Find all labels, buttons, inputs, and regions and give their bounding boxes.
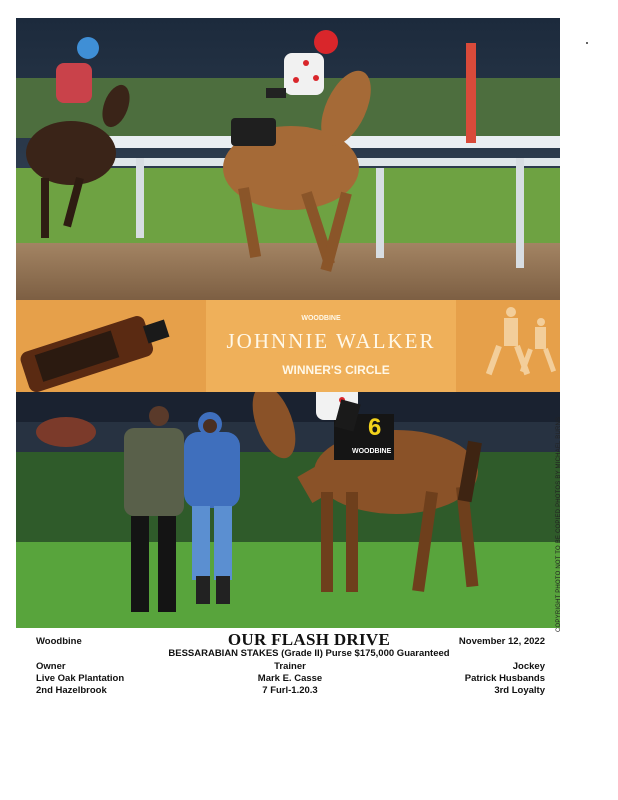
track-name: Woodbine: [36, 636, 82, 647]
race-caption: [0, 630, 618, 710]
trainer-label: Trainer: [274, 661, 306, 672]
third-place: 3rd Loyalty: [494, 685, 545, 696]
saddle-track-label: WOODBINE: [352, 448, 392, 455]
winners-circle-photo: [16, 392, 560, 628]
jockey-label: Jockey: [512, 661, 545, 672]
owner-name: Live Oak Plantation: [36, 673, 125, 684]
sponsor-text: WOODBINE: [301, 315, 341, 322]
saddle-number: 6: [368, 414, 382, 441]
race-date: November 12, 2022: [458, 636, 545, 647]
horse-name: OUR FLASH DRIVE: [227, 630, 391, 649]
race-finish-photo: [16, 18, 560, 300]
photo-copyright: COPYRIGHT PHOTO NOT TO BE COPIED PHOTOS BY MICHAEL BURNS: [556, 416, 562, 632]
speck: [586, 42, 588, 44]
race-name: BESSARABIAN STAKES (Grade II) Purse $175,000 Guaranteed: [168, 648, 450, 659]
sponsor-banner: [16, 300, 560, 392]
owner-label: Owner: [36, 661, 66, 672]
circle-text: WINNER'S CIRCLE: [282, 363, 390, 377]
jockey-name: Patrick Husbands: [464, 673, 545, 684]
second-place: 2nd Hazelbrook: [36, 685, 107, 696]
brand-text: JOHNNIE WALKER: [226, 329, 436, 353]
distance-time: 7 Furl-1.20.3: [262, 685, 318, 696]
trainer-name: Mark E. Casse: [257, 673, 323, 684]
